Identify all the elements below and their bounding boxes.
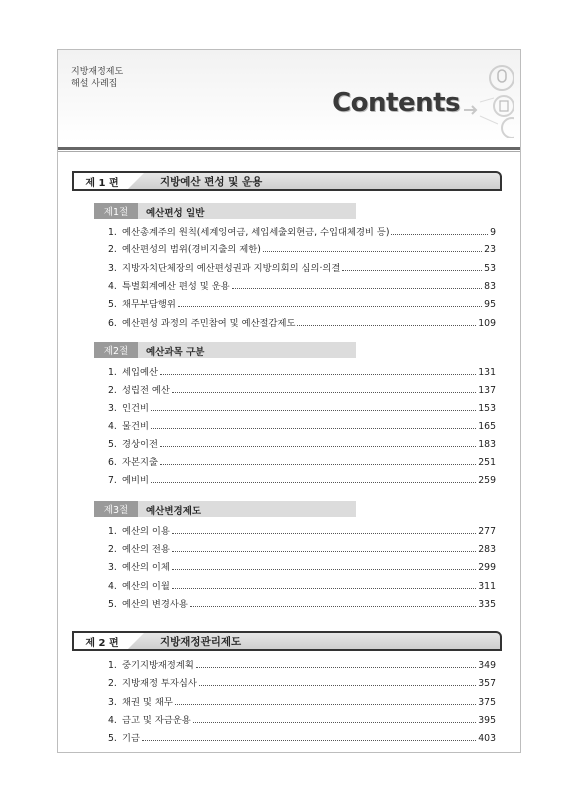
entry-number: 7. <box>108 475 117 486</box>
section-3-title: 예산변경제도 <box>146 506 202 517</box>
leader-dots <box>199 684 476 686</box>
leader-dots <box>151 409 476 411</box>
toc-entry[interactable] <box>108 471 496 486</box>
entry-page: 311 <box>478 581 496 592</box>
entry-number: 6. <box>108 318 117 329</box>
entry-page: 403 <box>478 733 496 744</box>
entry-number: 3. <box>108 562 117 573</box>
part-1-heading <box>72 171 504 193</box>
section-1-label: 제1절 <box>94 203 138 219</box>
part-1-title: 지방예산 편성 및 운용 <box>160 176 263 188</box>
toc-entry[interactable] <box>108 399 496 414</box>
toc-entry[interactable] <box>108 223 496 238</box>
entry-page: 283 <box>478 544 496 555</box>
entry-title: 지방재정 투자심사 <box>122 678 197 689</box>
entry-page: 183 <box>478 439 496 450</box>
entry-page: 83 <box>484 281 496 292</box>
leader-dots <box>160 373 476 375</box>
entry-page: 131 <box>478 367 496 378</box>
entry-title: 중기지방재정계획 <box>122 660 194 671</box>
leader-dots <box>175 703 476 705</box>
leader-dots <box>142 739 476 741</box>
leader-dots <box>172 391 476 393</box>
entry-title: 특별회계예산 편성 및 운용 <box>122 281 230 292</box>
entry-page: 299 <box>478 562 496 573</box>
toc-entry[interactable] <box>108 674 496 689</box>
section-1-heading <box>94 203 356 219</box>
entry-page: 153 <box>478 403 496 414</box>
toc-entry[interactable] <box>108 240 496 255</box>
entry-page: 53 <box>484 263 496 274</box>
leader-dots <box>172 532 476 534</box>
entry-number: 1. <box>108 227 117 238</box>
toc-entry[interactable] <box>108 417 496 432</box>
entry-title: 인건비 <box>122 403 149 414</box>
entry-title: 채무부담행위 <box>122 299 176 310</box>
entry-number: 4. <box>108 715 117 726</box>
section-2-title: 예산과목 구분 <box>146 347 205 358</box>
entry-number: 5. <box>108 733 117 744</box>
entry-number: 1. <box>108 526 117 537</box>
entry-title: 예산의 변경사용 <box>122 599 188 610</box>
entry-number: 3. <box>108 403 117 414</box>
entry-title: 세입예산 <box>122 367 158 378</box>
book-title-line1: 지방재정제도 <box>71 67 124 77</box>
entry-page: 9 <box>490 227 496 238</box>
entry-page: 395 <box>478 715 496 726</box>
toc-entry[interactable] <box>108 656 496 671</box>
part-1-tab: 제 1 편 <box>72 171 130 191</box>
entry-page: 277 <box>478 526 496 537</box>
entry-number: 3. <box>108 263 117 274</box>
toc-entry[interactable] <box>108 522 496 537</box>
arrow-icon <box>464 106 476 114</box>
toc-entry[interactable] <box>108 595 496 610</box>
entry-page: 165 <box>478 421 496 432</box>
toc-entry[interactable] <box>108 577 496 592</box>
entry-number: 5. <box>108 439 117 450</box>
leader-dots <box>391 233 488 235</box>
leader-dots <box>172 568 476 570</box>
section-2-label: 제2절 <box>94 342 138 358</box>
entry-page: 357 <box>478 678 496 689</box>
entry-page: 259 <box>478 475 496 486</box>
toc-entry[interactable] <box>108 453 496 468</box>
part-2-title: 지방재정관리제도 <box>160 636 242 648</box>
entry-number: 1. <box>108 367 117 378</box>
entry-number: 3. <box>108 697 117 708</box>
toc-entry[interactable] <box>108 259 496 274</box>
toc-entry[interactable] <box>108 558 496 573</box>
entry-title: 예산의 이용 <box>122 526 170 537</box>
entry-number: 2. <box>108 244 117 255</box>
entry-number: 2. <box>108 678 117 689</box>
header-rule-thin <box>58 151 520 152</box>
entry-number: 4. <box>108 581 117 592</box>
section-2-heading <box>94 342 356 358</box>
entry-number: 4. <box>108 421 117 432</box>
entry-title: 지방자치단체장의 예산편성권과 지방의회의 심의·의결 <box>122 263 341 274</box>
entry-title: 예비비 <box>122 475 149 486</box>
entry-title: 자본지출 <box>122 457 158 468</box>
entry-title: 예산의 이체 <box>122 562 170 573</box>
section-1-title: 예산편성 일반 <box>146 208 205 219</box>
entry-page: 335 <box>478 599 496 610</box>
leader-dots <box>196 666 476 668</box>
entry-number: 2. <box>108 385 117 396</box>
header-rule <box>58 147 520 150</box>
entry-title: 물건비 <box>122 421 149 432</box>
leader-dots <box>297 324 476 326</box>
entry-title: 채권 및 채무 <box>122 697 173 708</box>
entry-page: 251 <box>478 457 496 468</box>
toc-entry[interactable] <box>108 693 496 708</box>
toc-entry[interactable] <box>108 363 496 378</box>
leader-dots <box>151 481 476 483</box>
part-2-tab: 제 2 편 <box>72 631 130 651</box>
contents-heading: Contents <box>332 88 460 118</box>
entry-page: 137 <box>478 385 496 396</box>
leader-dots <box>178 305 482 307</box>
toc-entry[interactable] <box>108 314 496 329</box>
leader-dots <box>190 605 476 607</box>
leader-dots <box>342 269 482 271</box>
monitor-icon <box>502 118 514 138</box>
toc-entry[interactable] <box>108 540 496 555</box>
entry-title: 예산총계주의 원칙(세계잉여금, 세입세출외현금, 수입대체경비 등) <box>122 227 390 238</box>
entry-title: 경상이전 <box>122 439 158 450</box>
leader-dots <box>160 445 476 447</box>
entry-title: 예산편성의 범위(경비지출의 제한) <box>122 244 261 255</box>
entry-page: 109 <box>478 318 496 329</box>
leader-dots <box>172 550 476 552</box>
entry-title: 기금 <box>122 733 140 744</box>
leader-dots <box>263 250 482 252</box>
entry-number: 6. <box>108 457 117 468</box>
entry-page: 95 <box>484 299 496 310</box>
page-frame <box>57 49 521 753</box>
entry-title: 예산편성 과정의 주민참여 및 예산절감제도 <box>122 318 296 329</box>
leader-dots <box>172 587 476 589</box>
book-title <box>71 66 123 90</box>
entry-number: 4. <box>108 281 117 292</box>
leader-dots <box>193 721 476 723</box>
entry-title: 금고 및 자금운용 <box>122 715 191 726</box>
toc-entry[interactable] <box>108 729 496 744</box>
entry-number: 1. <box>108 660 117 671</box>
entry-page: 23 <box>484 244 496 255</box>
entry-title: 성립전 예산 <box>122 385 170 396</box>
entry-page: 375 <box>478 697 496 708</box>
section-3-label: 제3절 <box>94 501 138 517</box>
toc-entry[interactable] <box>108 381 496 396</box>
toc-entry[interactable] <box>108 277 496 292</box>
entry-number: 2. <box>108 544 117 555</box>
part-2-heading <box>72 631 504 653</box>
document-icon <box>494 96 514 116</box>
decorative-icons <box>458 58 514 138</box>
entry-number: 5. <box>108 599 117 610</box>
section-3-heading <box>94 501 356 517</box>
book-title-line2: 해설 사례집 <box>71 79 118 89</box>
leader-dots <box>151 427 476 429</box>
leader-dots <box>160 463 476 465</box>
entry-number: 5. <box>108 299 117 310</box>
toc-entry[interactable] <box>108 711 496 726</box>
entry-page: 349 <box>478 660 496 671</box>
entry-title: 예산의 전용 <box>122 544 170 555</box>
entry-title: 예산의 이월 <box>122 581 170 592</box>
toc-entry[interactable] <box>108 295 496 310</box>
leader-dots <box>232 287 483 289</box>
toc-entry[interactable] <box>108 435 496 450</box>
